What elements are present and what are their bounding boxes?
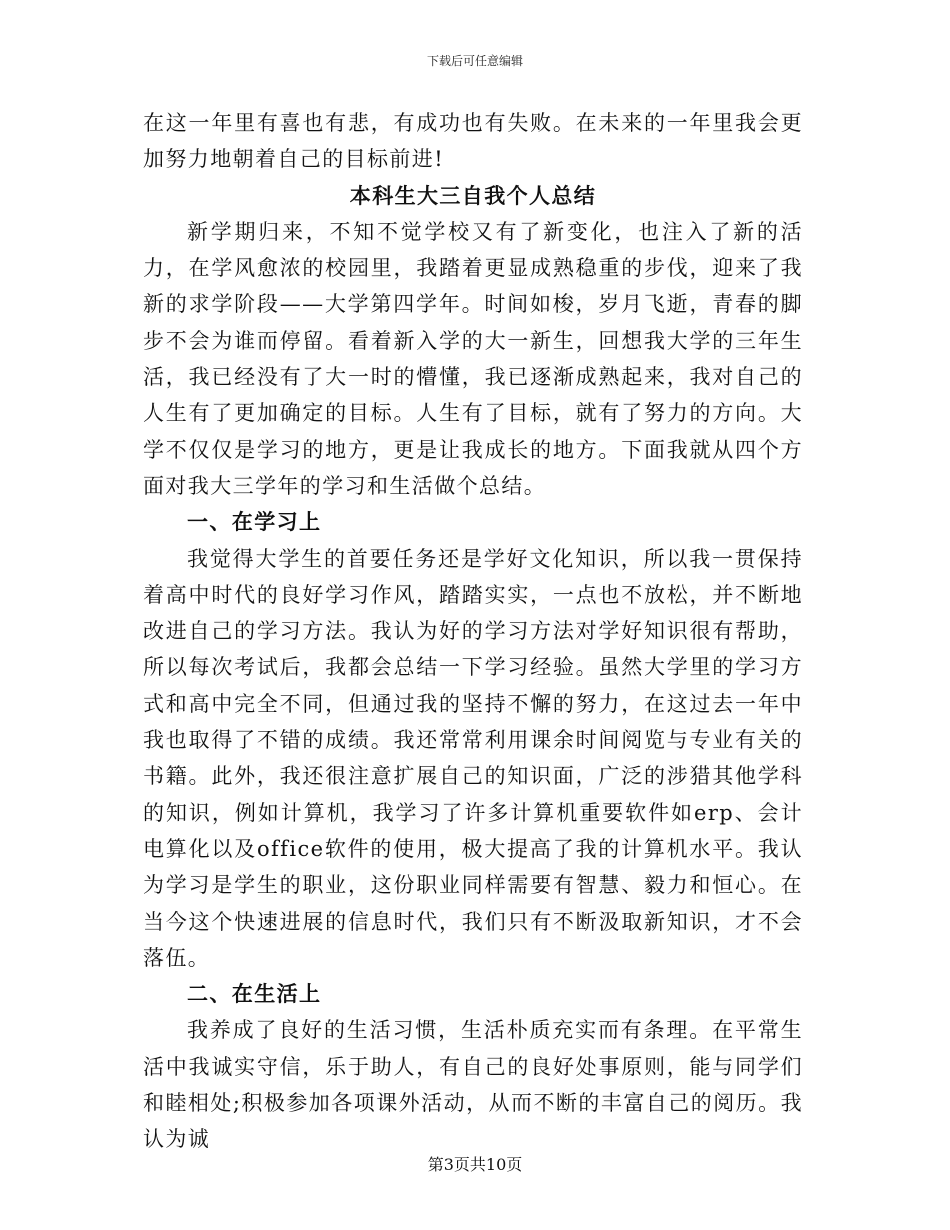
document-body	[143, 105, 803, 1158]
section-title: 本科生大三自我个人总结	[349, 182, 597, 208]
paragraph-intro: 新学期归来，不知不觉学校又有了新变化，也注入了新的活力，在学风愈浓的校园里，我踏着更显成熟稳重的步伐，迎来了我新的求学阶段——大学第四学年。时间如梭，岁月飞逝，青春的脚步不会为谁而停留。看着新入学的大一新生，回想我大学的三年生活，我已经没有了大一时的懵懂，我已逐渐成熟起来，我对自己的人生有了更加确定的目标。人生有了目标，就有了努力的方向。大学不仅仅是学习的地方，更是让我成长的地方。下面我就从四个方面对我大三学年的学习和生活做个总结。	[143, 219, 803, 498]
page-header-note: 下载后可任意编辑	[426, 54, 523, 68]
paragraph-life: 我养成了良好的生活习惯，生活朴质充实而有条理。在平常生活中我诚实守信，乐于助人，有自己的良好处事原则，能与同学们和睦相处;积极参加各项课外活动，从而不断的丰富自己的阅历。我认为诚	[143, 1018, 803, 1152]
heading-life: 二、在生活上	[187, 981, 322, 1007]
page-number-footer: 第3页共10页	[427, 1155, 523, 1174]
paragraph-continued: 在这一年里有喜也有悲，有成功也有失败。在未来的一年里我会更加努力地朝着自己的目标前进!	[143, 111, 803, 172]
paragraph-study: 我觉得大学生的首要任务还是学好文化知识，所以我一贯保持着高中时代的良好学习作风，踏踏实实，一点也不放松，并不断地改进自己的学习方法。我认为好的学习方法对学好知识很有帮助，所以每次考试后，我都会总结一下学习经验。虽然大学里的学习方式和高中完全不同，但通过我的坚持不懈的努力，在这过去一年中我也取得了不错的成绩。我还常常利用课余时间阅览与专业有关的书籍。此外，我还很注意扩展自己的知识面，广泛的涉猎其他学科的知识，例如计算机，我学习了许多计算机重要软件如erp、会计电算化以及office软件的使用，极大提高了我的计算机水平。我认为学习是学生的职业，这份职业同样需要有智慧、毅力和恒心。在当今这个快速进展的信息时代，我们只有不断汲取新知识，才不会落伍。	[143, 546, 803, 970]
heading-study: 一、在学习上	[187, 509, 322, 535]
